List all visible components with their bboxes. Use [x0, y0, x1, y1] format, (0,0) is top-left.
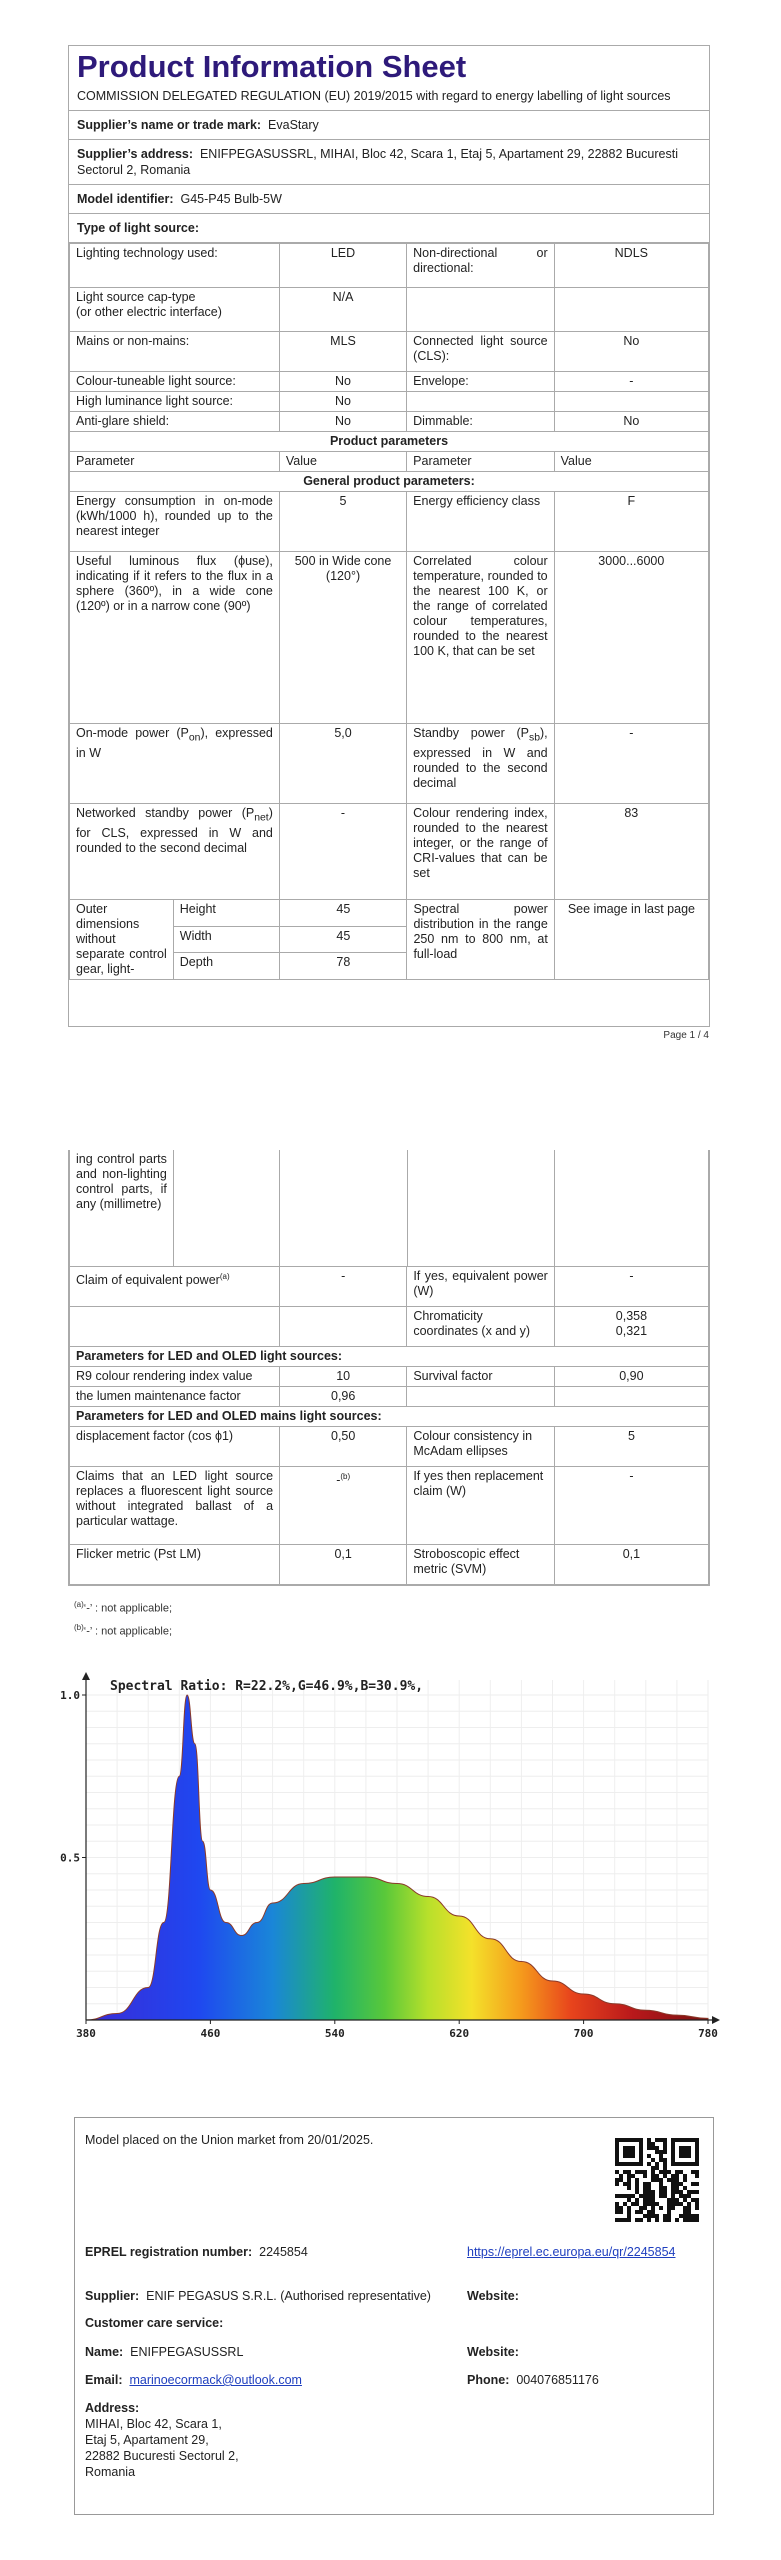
care-name-row: Name: ENIFPEGASUSSRL	[85, 2345, 244, 2359]
qr-module	[691, 2218, 695, 2222]
x-tick-label: 620	[449, 2027, 470, 2040]
qr-module	[627, 2214, 631, 2218]
qr-module	[647, 2138, 651, 2142]
qr-module	[679, 2146, 683, 2150]
qr-module	[683, 2210, 687, 2214]
qr-module	[627, 2218, 631, 2222]
qr-module	[647, 2190, 651, 2194]
qr-module	[675, 2186, 679, 2190]
qr-module	[695, 2182, 699, 2186]
care-email-row: Email: marinoecormack@outlook.com	[85, 2373, 302, 2387]
qr-module	[639, 2170, 643, 2174]
market-date-text: Model placed on the Union market from 20/01/2025.	[85, 2133, 374, 2147]
qr-module	[615, 2158, 619, 2162]
qr-module	[679, 2170, 683, 2174]
qr-module	[691, 2162, 695, 2166]
qr-module	[639, 2206, 643, 2210]
qr-module	[647, 2194, 651, 2198]
qr-module	[631, 2162, 635, 2166]
qr-module	[631, 2138, 635, 2142]
qr-module	[667, 2202, 671, 2206]
qr-module	[659, 2206, 663, 2210]
qr-module	[667, 2214, 671, 2218]
website-label: Website:	[467, 2289, 519, 2303]
qr-module	[663, 2162, 667, 2166]
qr-module	[635, 2178, 639, 2182]
qr-module	[635, 2182, 639, 2186]
qr-module	[623, 2182, 627, 2186]
qr-module	[655, 2150, 659, 2154]
qr-module	[615, 2142, 619, 2146]
qr-module	[627, 2186, 631, 2190]
qr-module	[655, 2202, 659, 2206]
qr-module	[675, 2138, 679, 2142]
qr-module	[679, 2190, 683, 2194]
qr-module	[675, 2202, 679, 2206]
qr-module	[679, 2202, 683, 2206]
qr-module	[655, 2138, 659, 2142]
qr-module	[671, 2174, 675, 2178]
qr-module	[671, 2158, 675, 2162]
qr-module	[643, 2174, 647, 2178]
qr-module	[627, 2206, 631, 2210]
qr-module	[695, 2206, 699, 2210]
care-website-label: Website:	[467, 2345, 519, 2359]
qr-module	[615, 2170, 619, 2174]
qr-module	[671, 2202, 675, 2206]
qr-module	[691, 2198, 695, 2202]
qr-module	[619, 2218, 623, 2222]
page-1	[0, 0, 781, 1080]
qr-module	[647, 2202, 651, 2206]
qr-module	[663, 2214, 667, 2218]
qr-module	[667, 2210, 671, 2214]
qr-module	[647, 2142, 651, 2146]
qr-module	[651, 2190, 655, 2194]
qr-module	[675, 2198, 679, 2202]
qr-module	[635, 2138, 639, 2142]
qr-module	[659, 2154, 663, 2158]
y-tick-label: 1.0	[60, 1689, 80, 1702]
qr-module	[615, 2146, 619, 2150]
qr-module	[683, 2198, 687, 2202]
qr-module	[671, 2146, 675, 2150]
qr-module	[619, 2210, 623, 2214]
qr-module	[663, 2194, 667, 2198]
qr-module	[671, 2142, 675, 2146]
qr-module	[635, 2198, 639, 2202]
qr-module	[695, 2138, 699, 2142]
qr-module	[627, 2194, 631, 2198]
qr-module	[687, 2146, 691, 2150]
qr-module	[675, 2190, 679, 2194]
x-tick-label: 700	[573, 2027, 594, 2040]
qr-module	[651, 2206, 655, 2210]
qr-module	[695, 2142, 699, 2146]
x-tick-label: 540	[324, 2027, 345, 2040]
qr-module	[615, 2194, 619, 2198]
qr-module	[643, 2214, 647, 2218]
qr-module	[619, 2178, 623, 2182]
qr-module	[651, 2194, 655, 2198]
qr-module	[683, 2146, 687, 2150]
qr-module	[667, 2218, 671, 2222]
dimensions-table-part-1: Outer dimensions without separate control gear, light- Height 45 Spectral power distribution in the range 250 nm to 800 nm, at full-load See image in last page Width 45 Depth 78	[69, 899, 709, 980]
qr-module	[647, 2162, 651, 2166]
qr-module	[663, 2170, 667, 2174]
led-parameters-heading: Parameters for LED and OLED light sources:	[70, 1346, 709, 1366]
qr-module	[647, 2186, 651, 2190]
spectral-chart	[36, 1660, 726, 2080]
qr-module	[655, 2146, 659, 2150]
eprel-link[interactable]: https://eprel.ec.europa.eu/qr/2245854	[467, 2245, 676, 2259]
qr-module	[623, 2194, 627, 2198]
qr-module	[631, 2154, 635, 2158]
qr-module	[687, 2218, 691, 2222]
qr-module	[671, 2138, 675, 2142]
qr-module	[663, 2146, 667, 2150]
qr-module	[687, 2150, 691, 2154]
qr-module	[615, 2178, 619, 2182]
qr-module	[663, 2190, 667, 2194]
qr-module	[683, 2154, 687, 2158]
qr-module	[687, 2194, 691, 2198]
qr-module	[643, 2194, 647, 2198]
regulation-subtitle: COMMISSION DELEGATED REGULATION (EU) 2019/2015 with regard to energy labelling of light sources	[69, 84, 709, 111]
qr-module	[643, 2186, 647, 2190]
light-source-type-row: Type of light source:	[69, 214, 709, 243]
qr-module	[623, 2138, 627, 2142]
qr-module	[675, 2178, 679, 2182]
qr-module	[655, 2162, 659, 2166]
qr-module	[675, 2174, 679, 2178]
qr-module	[635, 2162, 639, 2166]
qr-module	[687, 2162, 691, 2166]
qr-module	[687, 2154, 691, 2158]
qr-module	[671, 2182, 675, 2186]
qr-module	[687, 2206, 691, 2210]
footnotes: $^{(a)}$‘-’ : not applicable; $^{(b)}$‘-’ : not applicable;	[74, 1600, 173, 1638]
qr-module	[679, 2194, 683, 2198]
general-parameters-heading: General product parameters:	[70, 472, 709, 492]
qr-module	[643, 2202, 647, 2206]
qr-module	[615, 2218, 619, 2222]
qr-module	[679, 2214, 683, 2218]
qr-module	[659, 2194, 663, 2198]
qr-module	[651, 2166, 655, 2170]
qr-module	[631, 2174, 635, 2178]
qr-module	[667, 2206, 671, 2210]
qr-module	[679, 2182, 683, 2186]
qr-module	[639, 2146, 643, 2150]
qr-module	[639, 2158, 643, 2162]
qr-module	[663, 2158, 667, 2162]
qr-module	[671, 2186, 675, 2190]
qr-module	[691, 2214, 695, 2218]
product-parameters-heading: Product parameters	[70, 432, 709, 452]
qr-module	[671, 2178, 675, 2182]
qr-module	[675, 2170, 679, 2174]
qr-module	[651, 2178, 655, 2182]
qr-module	[667, 2178, 671, 2182]
qr-module	[659, 2182, 663, 2186]
qr-module	[619, 2174, 623, 2178]
qr-module	[651, 2146, 655, 2150]
qr-module	[615, 2154, 619, 2158]
qr-module	[651, 2142, 655, 2146]
qr-module	[627, 2150, 631, 2154]
qr-module	[647, 2182, 651, 2186]
dimensions-table-part-2: ing control parts and non-lighting control parts, if any (millimetre)	[69, 1150, 709, 1267]
qr-module	[623, 2170, 627, 2174]
qr-module	[683, 2138, 687, 2142]
qr-module	[695, 2150, 699, 2154]
qr-module	[687, 2138, 691, 2142]
qr-module	[635, 2190, 639, 2194]
qr-module	[639, 2142, 643, 2146]
qr-module	[627, 2146, 631, 2150]
qr-module	[647, 2154, 651, 2158]
qr-module	[639, 2162, 643, 2166]
qr-module	[687, 2190, 691, 2194]
qr-module	[683, 2194, 687, 2198]
qr-module	[663, 2174, 667, 2178]
qr-module	[631, 2202, 635, 2206]
qr-module	[615, 2182, 619, 2186]
product-sheet-part-1	[68, 45, 710, 1027]
qr-module	[659, 2170, 663, 2174]
qr-module	[639, 2138, 643, 2142]
qr-module	[643, 2206, 647, 2210]
qr-module	[623, 2162, 627, 2166]
supplier-address-row: Supplier’s address: ENIFPEGASUSSRL, MIHAI, Bloc 42, Scara 1, Etaj 5, Apartament 29, 22882 Bucuresti Sectorul 2, Romania	[69, 140, 709, 185]
qr-module	[651, 2170, 655, 2174]
qr-module	[651, 2202, 655, 2206]
qr-module	[675, 2182, 679, 2186]
qr-module	[615, 2210, 619, 2214]
qr-module	[671, 2162, 675, 2166]
qr-module	[683, 2174, 687, 2178]
qr-module	[631, 2146, 635, 2150]
qr-module	[695, 2198, 699, 2202]
qr-module	[651, 2174, 655, 2178]
product-sheet-part-2	[68, 1150, 710, 1586]
qr-module	[679, 2154, 683, 2158]
qr-module	[639, 2150, 643, 2154]
care-address-label: Address:	[85, 2401, 140, 2415]
qr-module	[619, 2206, 623, 2210]
qr-module	[695, 2158, 699, 2162]
qr-module	[651, 2158, 655, 2162]
qr-module	[615, 2138, 619, 2142]
qr-module	[615, 2206, 619, 2210]
qr-module	[627, 2154, 631, 2158]
qr-module	[663, 2218, 667, 2222]
qr-module	[659, 2178, 663, 2182]
mains-parameters-heading: Parameters for LED and OLED mains light sources:	[70, 1406, 709, 1426]
qr-module	[619, 2194, 623, 2198]
qr-module	[627, 2162, 631, 2166]
qr-module	[659, 2138, 663, 2142]
qr-module	[671, 2190, 675, 2194]
qr-module	[675, 2162, 679, 2166]
qr-module	[627, 2138, 631, 2142]
eprel-row: EPREL registration number: 2245854	[85, 2245, 308, 2259]
qr-module	[627, 2174, 631, 2178]
qr-module	[647, 2214, 651, 2218]
qr-module	[643, 2190, 647, 2194]
qr-module	[627, 2170, 631, 2174]
qr-module	[627, 2178, 631, 2182]
qr-module	[655, 2218, 659, 2222]
qr-module	[619, 2162, 623, 2166]
qr-module	[675, 2218, 679, 2222]
qr-module	[615, 2162, 619, 2166]
qr-module	[631, 2150, 635, 2154]
qr-module	[659, 2186, 663, 2190]
x-axis-arrow-icon	[712, 2016, 720, 2024]
qr-module	[695, 2170, 699, 2174]
qr-module	[695, 2146, 699, 2150]
qr-module	[683, 2214, 687, 2218]
qr-module	[679, 2138, 683, 2142]
care-phone-row: Phone: 004076851176	[467, 2373, 599, 2387]
qr-module	[635, 2170, 639, 2174]
qr-module	[683, 2206, 687, 2210]
qr-module	[647, 2146, 651, 2150]
qr-module	[695, 2214, 699, 2218]
email-link[interactable]: marinoecormack@outlook.com	[129, 2373, 302, 2387]
page-title: Product Information Sheet	[77, 49, 467, 84]
supplier-name-row: Supplier’s name or trade mark: EvaStary	[69, 111, 709, 140]
qr-module	[635, 2218, 639, 2222]
qr-module	[691, 2170, 695, 2174]
qr-module	[623, 2154, 627, 2158]
qr-module	[623, 2218, 627, 2222]
qr-module	[639, 2210, 643, 2214]
qr-module	[623, 2150, 627, 2154]
qr-module	[695, 2202, 699, 2206]
qr-module	[671, 2194, 675, 2198]
qr-module	[615, 2202, 619, 2206]
qr-module	[627, 2210, 631, 2214]
qr-module	[663, 2186, 667, 2190]
qr-module	[655, 2214, 659, 2218]
qr-module	[667, 2170, 671, 2174]
qr-module	[659, 2150, 663, 2154]
qr-module	[663, 2150, 667, 2154]
qr-module	[639, 2154, 643, 2158]
care-address: MIHAI, Bloc 42, Scara 1, Etaj 5, Apartament 29, 22882 Bucuresti Sectorul 2, Romania	[85, 2417, 239, 2479]
page-number: Page 1 / 4	[663, 1030, 709, 1041]
qr-module	[643, 2182, 647, 2186]
qr-module	[647, 2218, 651, 2222]
parameters-table-part-2: Claim of equivalent power$^{(a)}$ - If yes, equivalent power (W) - Chromaticity coordinates (x and y) 0,358 0,321 Parameters for LED and OLED light sources: R9 colour rendering index value 10 Survival factor 0,90 the lumen maintenance factor 0,96 Parameters for LED and OLED mains light sources: displacement factor (cos ϕ1) 0,50 Colour consistency in McAdam ellipses 5 Claims that an LED light source replaces a fluorescent light source without integrated ballast of a particular wattage. -$^{(b)}$ If yes then replacement claim (W) - Flicker metric (Pst LM) 0,1 Stroboscopic effect metric (SVM) 0,1	[69, 1266, 709, 1585]
qr-module	[623, 2202, 627, 2206]
qr-module	[687, 2210, 691, 2214]
qr-module	[695, 2218, 699, 2222]
qr-module	[671, 2206, 675, 2210]
qr-module	[691, 2190, 695, 2194]
qr-module	[695, 2162, 699, 2166]
qr-module	[639, 2194, 643, 2198]
qr-module	[671, 2198, 675, 2202]
customer-care-label: Customer care service:	[85, 2316, 224, 2330]
qr-module	[663, 2138, 667, 2142]
qr-module	[619, 2138, 623, 2142]
qr-module	[631, 2194, 635, 2198]
y-axis-arrow-icon	[82, 1672, 90, 1680]
supplier-row: Supplier: ENIF PEGASUS S.R.L. (Authorised representative)	[85, 2289, 431, 2303]
qr-module	[667, 2198, 671, 2202]
qr-module	[659, 2158, 663, 2162]
qr-module	[663, 2142, 667, 2146]
x-tick-label: 460	[200, 2027, 221, 2040]
qr-module	[659, 2190, 663, 2194]
qr-module	[635, 2186, 639, 2190]
qr-module	[651, 2198, 655, 2202]
qr-module	[683, 2186, 687, 2190]
qr-code-icon[interactable]	[615, 2138, 699, 2222]
chart-title: Spectral Ratio: R=22.2%,G=46.9%,B=30.9%,	[110, 1679, 424, 1694]
qr-module	[691, 2138, 695, 2142]
x-tick-label: 380	[76, 2027, 96, 2040]
qr-module	[643, 2198, 647, 2202]
qr-module	[627, 2198, 631, 2202]
qr-module	[655, 2174, 659, 2178]
qr-module	[655, 2166, 659, 2170]
qr-module	[647, 2198, 651, 2202]
qr-module	[695, 2174, 699, 2178]
qr-module	[651, 2210, 655, 2214]
qr-module	[691, 2182, 695, 2186]
qr-module	[683, 2162, 687, 2166]
qr-module	[655, 2178, 659, 2182]
qr-module	[651, 2214, 655, 2218]
qr-module	[671, 2150, 675, 2154]
qr-module	[663, 2166, 667, 2170]
qr-module	[623, 2146, 627, 2150]
qr-module	[615, 2150, 619, 2154]
y-tick-label: 0.5	[60, 1851, 80, 1865]
qr-module	[627, 2182, 631, 2186]
type-table: Lighting technology used: LED Non-directional or directional: NDLS Light source cap-type (or other electric interface) N/A Mains or non-mains: MLS Connected light source (CLS): No Colour-tuneable light source: No Envelope: - High luminance light source: No Anti-glare shield: No Dimmable: No Product parameters Parameter Value Parameter Value General product parameters: Energy consumption in on-mode (kWh/1000 h), rounded up to the nearest integer 5 Energy efficiency class F Useful luminous flux (ϕuse), indicating if it refers to the flux in a sphere (360º), in a wide cone (120º) or in a narrow cone (90º) 500 in Wide cone (120°) Correlated colour temperature, rounded to the nearest 100 K, or the range of correlated colour temperatures, rounded to the nearest 100 K, that can be set 3000...6000 On-mode power $(P_{on})$, expressed in W 5,0 Standby power $(P_{sb})$, expressed in W and rounded to the second decimal - Networked standby power $(P_{net})$ for CLS, expressed in W and rounded to the second decimal - Colour rendering index, rounded to the nearest integer, or the range of CRI-values that can be set 83	[69, 243, 709, 900]
qr-module	[695, 2154, 699, 2158]
qr-module	[647, 2210, 651, 2214]
qr-module	[695, 2190, 699, 2194]
qr-module	[635, 2202, 639, 2206]
spectral-chart-svg	[36, 1660, 726, 2080]
qr-module	[643, 2170, 647, 2174]
qr-module	[679, 2162, 683, 2166]
qr-module	[635, 2210, 639, 2214]
x-tick-label: 780	[698, 2027, 718, 2040]
qr-module	[687, 2214, 691, 2218]
qr-module	[671, 2154, 675, 2158]
model-identifier-row: Model identifier: G45-P45 Bulb-5W	[69, 185, 709, 214]
market-info-box	[74, 2117, 714, 2515]
qr-module	[639, 2218, 643, 2222]
qr-module	[683, 2178, 687, 2182]
qr-module	[683, 2218, 687, 2222]
qr-module	[687, 2202, 691, 2206]
qr-module	[679, 2150, 683, 2154]
qr-module	[683, 2150, 687, 2154]
